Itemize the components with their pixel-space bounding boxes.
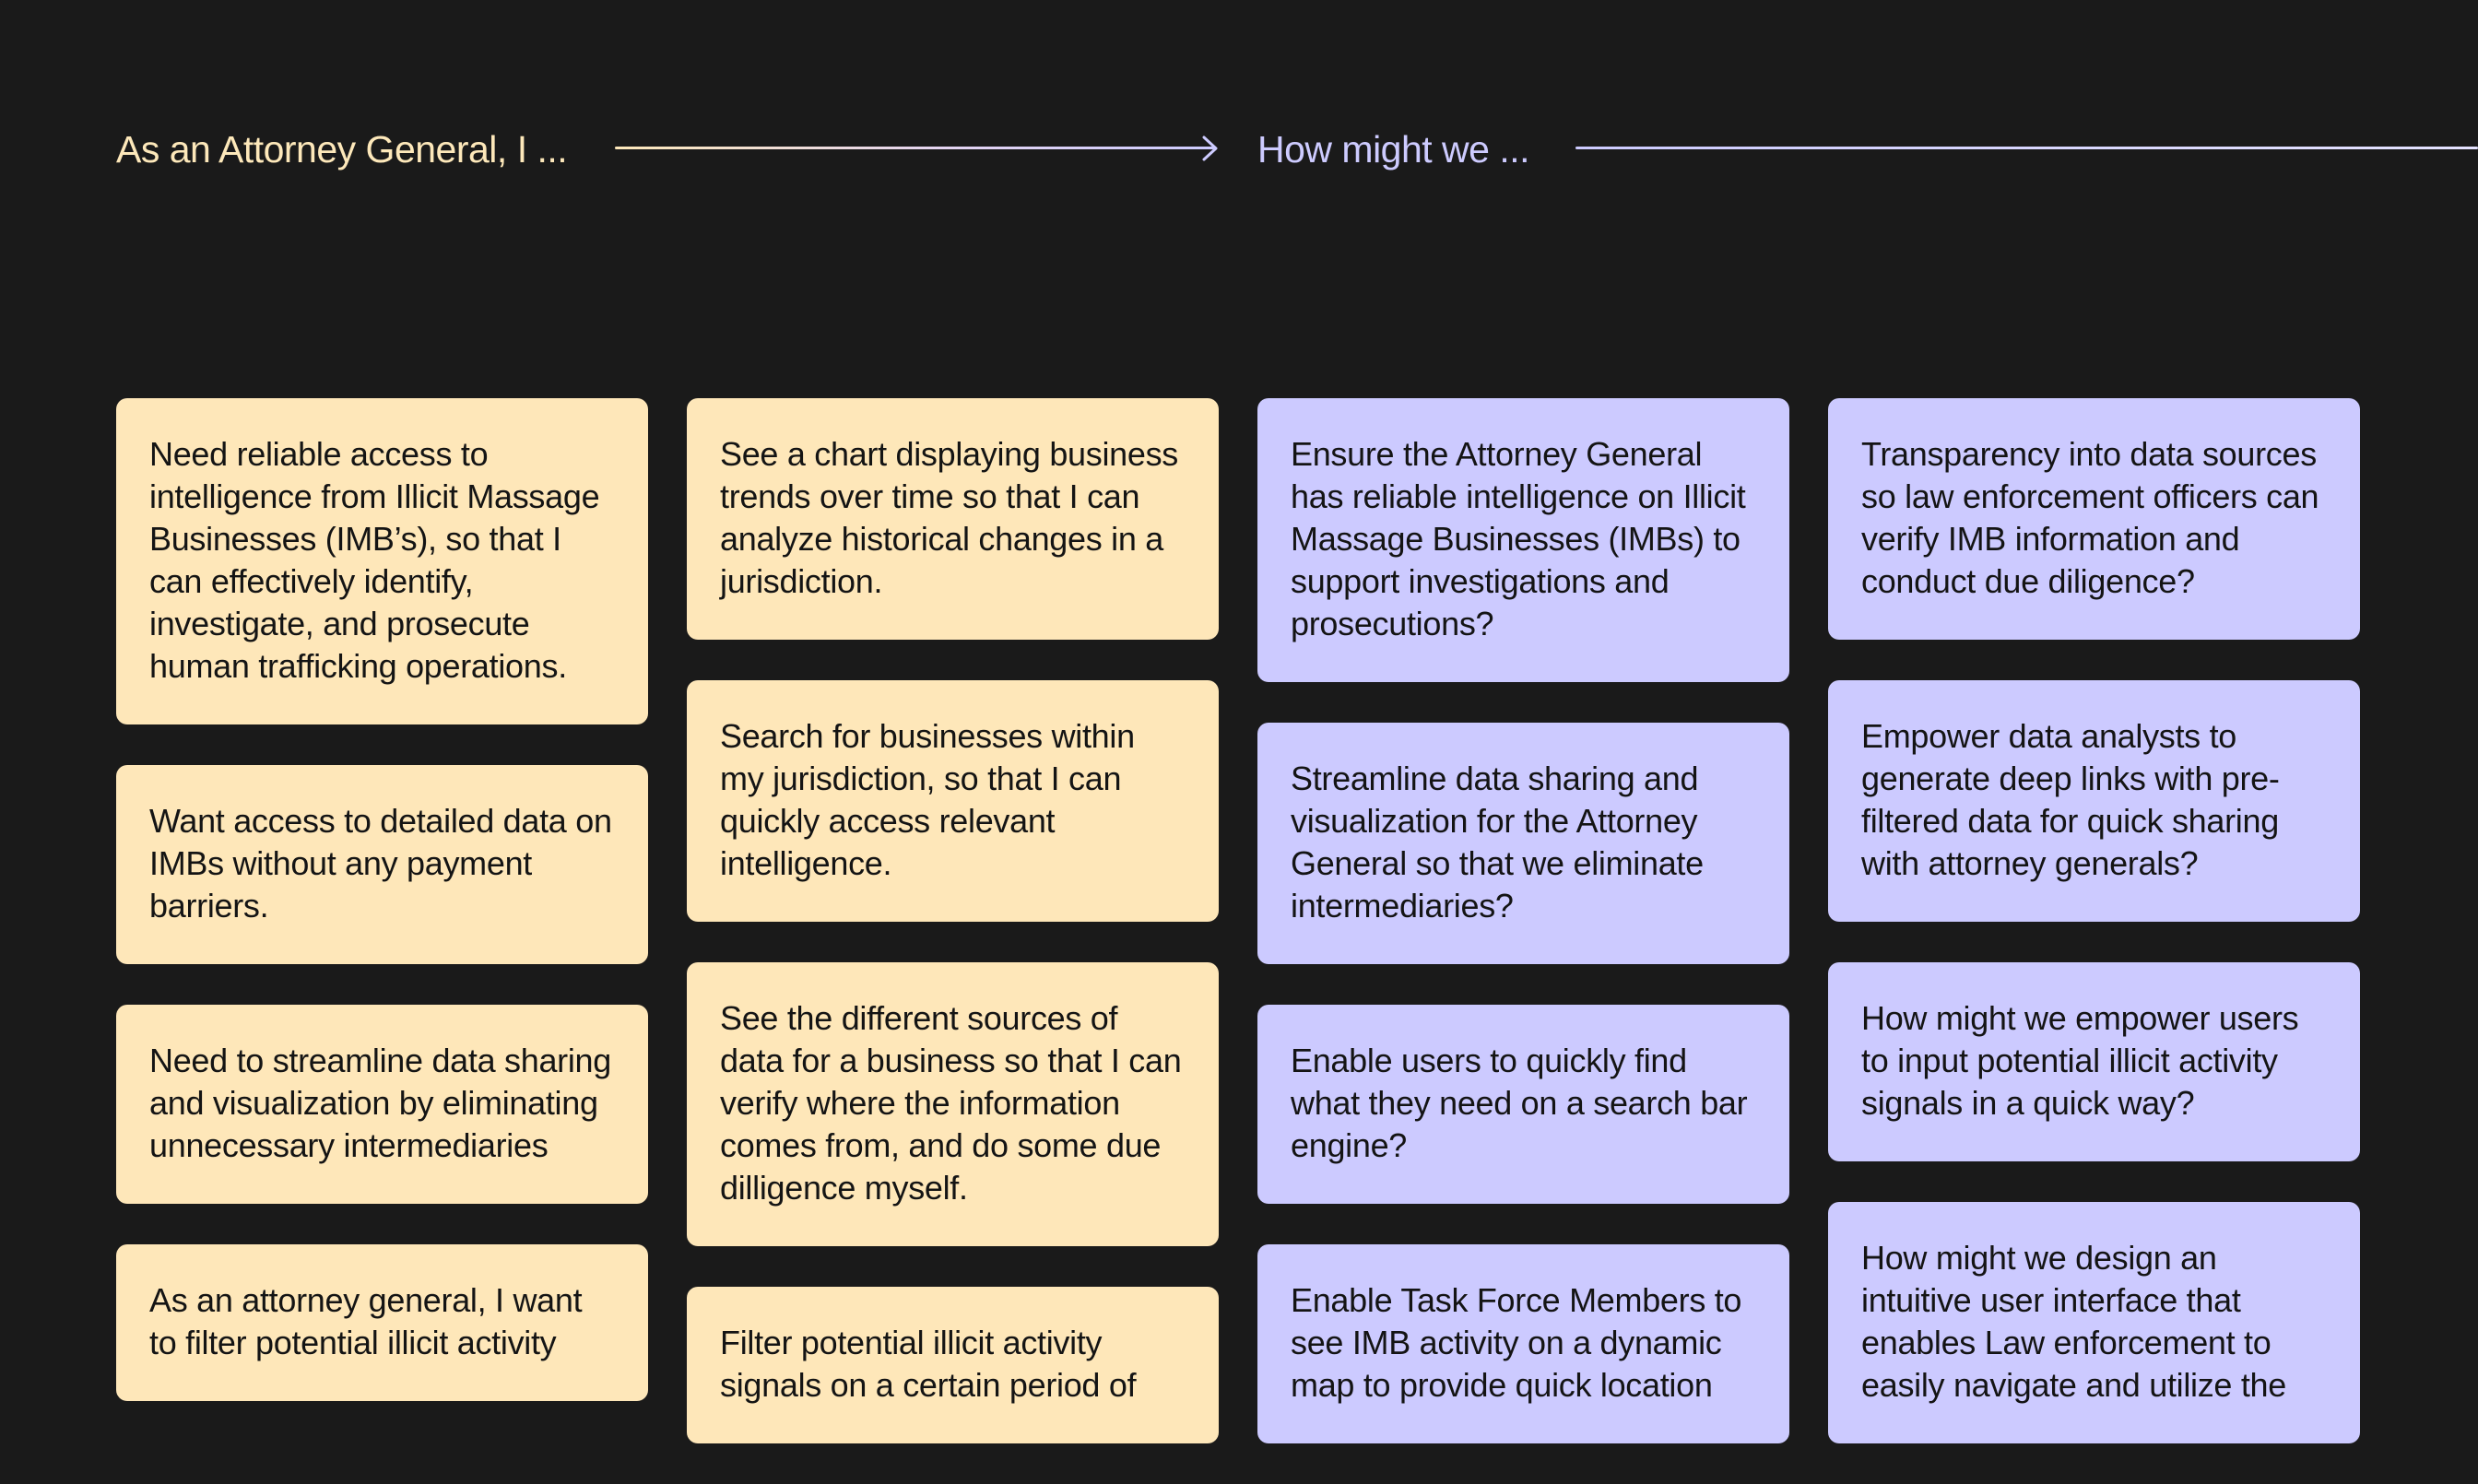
user-perspective-heading: As an Attorney General, I ... <box>116 128 568 171</box>
how-might-we-card[interactable]: Enable users to quickly find what they need on a search bar engine? <box>1257 1005 1789 1204</box>
user-need-card[interactable]: As an attorney general, I want to filter potential illicit activity <box>116 1244 648 1401</box>
user-need-card[interactable]: See the different sources of data for a business so that I can verify where the information comes from, and do some due dilligence myself. <box>687 962 1219 1246</box>
how-might-we-heading: How might we ... <box>1257 128 1530 171</box>
how-might-we-column-1 <box>1257 398 1789 1484</box>
how-might-we-card[interactable]: Empower data analysts to generate deep links with pre-filtered data for quick sharing with attorney generals? <box>1828 680 2360 922</box>
user-need-card[interactable]: Need reliable access to intelligence from Illicit Massage Businesses (IMB’s), so that I can effectively identify, investigate, and prosecute human trafficking operations. <box>116 398 648 724</box>
user-needs-column-2 <box>687 398 1219 1484</box>
connector-line-right <box>1575 147 2478 149</box>
user-need-card[interactable]: See a chart displaying business trends over time so that I can analyze historical changes in a jurisdiction. <box>687 398 1219 640</box>
how-might-we-card[interactable]: How might we empower users to input potential illicit activity signals in a quick way? <box>1828 962 2360 1161</box>
user-need-card[interactable]: Search for businesses within my jurisdiction, so that I can quickly access relevant intelligence. <box>687 680 1219 922</box>
connector-line-left <box>615 147 1214 149</box>
user-need-card[interactable]: Need to streamline data sharing and visualization by eliminating unnecessary intermediaries <box>116 1005 648 1204</box>
how-might-we-card[interactable]: Enable Task Force Members to see IMB activity on a dynamic map to provide quick location <box>1257 1244 1789 1443</box>
user-need-card[interactable]: Filter potential illicit activity signals on a certain period of <box>687 1287 1219 1443</box>
how-might-we-card[interactable]: Ensure the Attorney General has reliable intelligence on Illicit Massage Businesses (IMBs) to support investigations and prosecutions? <box>1257 398 1789 682</box>
how-might-we-card[interactable]: Transparency into data sources so law enforcement officers can verify IMB information and conduct due diligence? <box>1828 398 2360 640</box>
how-might-we-card[interactable]: Streamline data sharing and visualization for the Attorney General so that we eliminate intermediaries? <box>1257 723 1789 964</box>
arrow-right-icon <box>1197 135 1222 161</box>
user-needs-column-1 <box>116 398 648 1442</box>
user-need-card[interactable]: Want access to detailed data on IMBs without any payment barriers. <box>116 765 648 964</box>
how-might-we-card[interactable]: How might we design an intuitive user interface that enables Law enforcement to easily navigate and utilize the <box>1828 1202 2360 1443</box>
how-might-we-column-2 <box>1828 398 2360 1484</box>
